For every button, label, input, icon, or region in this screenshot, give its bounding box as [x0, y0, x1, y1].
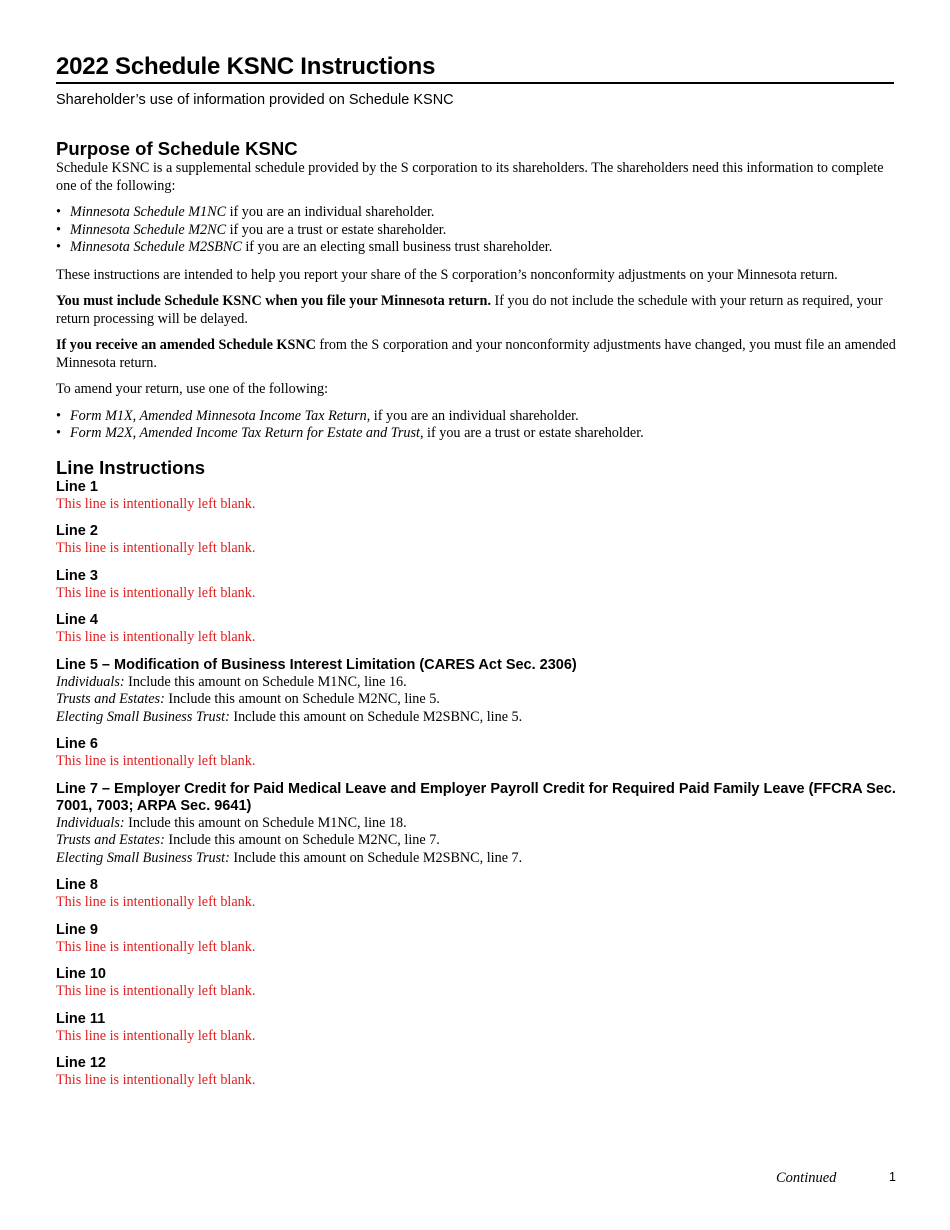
- instruction-row: Electing Small Business Trust: Include this amount on Schedule M2SBNC, line 5.: [56, 708, 523, 725]
- list-item: • Form M1X, Amended Minnesota Income Tax Return, if you are an individual shareholder.: [56, 408, 896, 426]
- line-2-section: [56, 523, 896, 558]
- blank-note: This line is intentionally left blank.: [56, 540, 256, 556]
- list-item: • Minnesota Schedule M2NC if you are a trust or estate shareholder.: [56, 222, 896, 240]
- page-subtitle: Shareholder’s use of information provided on Schedule KSNC: [56, 92, 454, 108]
- instruction-row: Trusts and Estates: Include this amount on Schedule M2NC, line 7.: [56, 832, 440, 848]
- paragraph-amend-intro: To amend your return, use one of the following:: [56, 381, 329, 397]
- line-8-section: [56, 877, 896, 912]
- line-heading: Line 3: [56, 567, 98, 584]
- list-item: • Minnesota Schedule M2SBNC if you are an electing small business trust shareholder.: [56, 239, 896, 257]
- line-5-section: [56, 657, 896, 727]
- blank-note: This line is intentionally left blank.: [56, 938, 256, 955]
- blank-note: This line is intentionally left blank.: [56, 753, 256, 769]
- amend-form-list: [56, 408, 896, 443]
- line-heading: Line 7 – Employer Credit for Paid Medical Leave and Employer Payroll Credit for Required Paid Family Leave (FFCRA Sec. 7001, 7003; ARPA Sec. 9641): [56, 780, 896, 814]
- blank-note: This line is intentionally left blank.: [56, 1072, 256, 1088]
- list-item: • Form M2X, Amended Income Tax Return for Estate and Trust, if you are a trust or estate shareholder.: [56, 425, 896, 443]
- paragraph-amended: If you receive an amended Schedule KSNC from the S corporation and your nonconformity adjustments have changed, you must file an amended Minnesota return.: [56, 337, 896, 371]
- continued-label: Continued: [776, 1170, 837, 1186]
- blank-note: This line is intentionally left blank.: [56, 894, 256, 910]
- line-heading: Line 8: [56, 877, 98, 893]
- blank-note: This line is intentionally left blank.: [56, 495, 256, 512]
- line-heading: Line 5 – Modification of Business Interest Limitation (CARES Act Sec. 2306): [56, 656, 577, 673]
- line-heading: Line 6: [56, 736, 98, 752]
- line-heading: Line 1: [56, 478, 98, 495]
- page-number: 1: [889, 1170, 896, 1184]
- line-4-section: [56, 612, 896, 647]
- purpose-heading: Purpose of Schedule KSNC: [56, 138, 298, 159]
- line-6-section: [56, 736, 896, 771]
- blank-note: This line is intentionally left blank.: [56, 584, 256, 601]
- line-heading: Line 2: [56, 523, 98, 539]
- line-heading: Line 11: [56, 1010, 106, 1027]
- paragraph-must-include: You must include Schedule KSNC when you file your Minnesota return. If you do not include the schedule with your return as required, your return processing will be delayed.: [56, 293, 883, 327]
- line-heading: Line 4: [56, 612, 98, 628]
- line-heading: Line 10: [56, 966, 106, 982]
- page-title: 2022 Schedule KSNC Instructions: [56, 52, 894, 84]
- line-7-section: [56, 781, 896, 868]
- line-heading: Line 12: [56, 1055, 106, 1071]
- document-page: [56, 52, 896, 1090]
- instruction-row: Individuals: Include this amount on Schedule M1NC, line 18.: [56, 814, 407, 831]
- line-instructions-heading: Line Instructions: [56, 456, 206, 478]
- line-3-section: [56, 568, 896, 603]
- blank-note: This line is intentionally left blank.: [56, 1027, 256, 1044]
- schedule-list: [56, 204, 896, 257]
- instruction-row: Electing Small Business Trust: Include this amount on Schedule M2SBNC, line 7.: [56, 849, 523, 866]
- line-11-section: [56, 1011, 896, 1046]
- instruction-row: Trusts and Estates: Include this amount on Schedule M2NC, line 5.: [56, 691, 440, 707]
- list-item: • Minnesota Schedule M1NC if you are an individual shareholder.: [56, 204, 896, 222]
- blank-note: This line is intentionally left blank.: [56, 629, 256, 645]
- line-1-section: [56, 479, 896, 514]
- paragraph-intended: These instructions are intended to help you report your share of the S corporation’s nonconformity adjustments on your Minnesota return.: [56, 266, 838, 283]
- line-10-section: [56, 966, 896, 1001]
- line-heading: Line 9: [56, 921, 98, 938]
- instruction-row: Individuals: Include this amount on Schedule M1NC, line 16.: [56, 673, 407, 690]
- blank-note: This line is intentionally left blank.: [56, 983, 256, 999]
- line-9-section: [56, 922, 896, 957]
- line-12-section: [56, 1055, 896, 1090]
- purpose-intro: Schedule KSNC is a supplemental schedule provided by the S corporation to its shareholders. The shareholders need this information to complete one of the following:: [56, 160, 884, 194]
